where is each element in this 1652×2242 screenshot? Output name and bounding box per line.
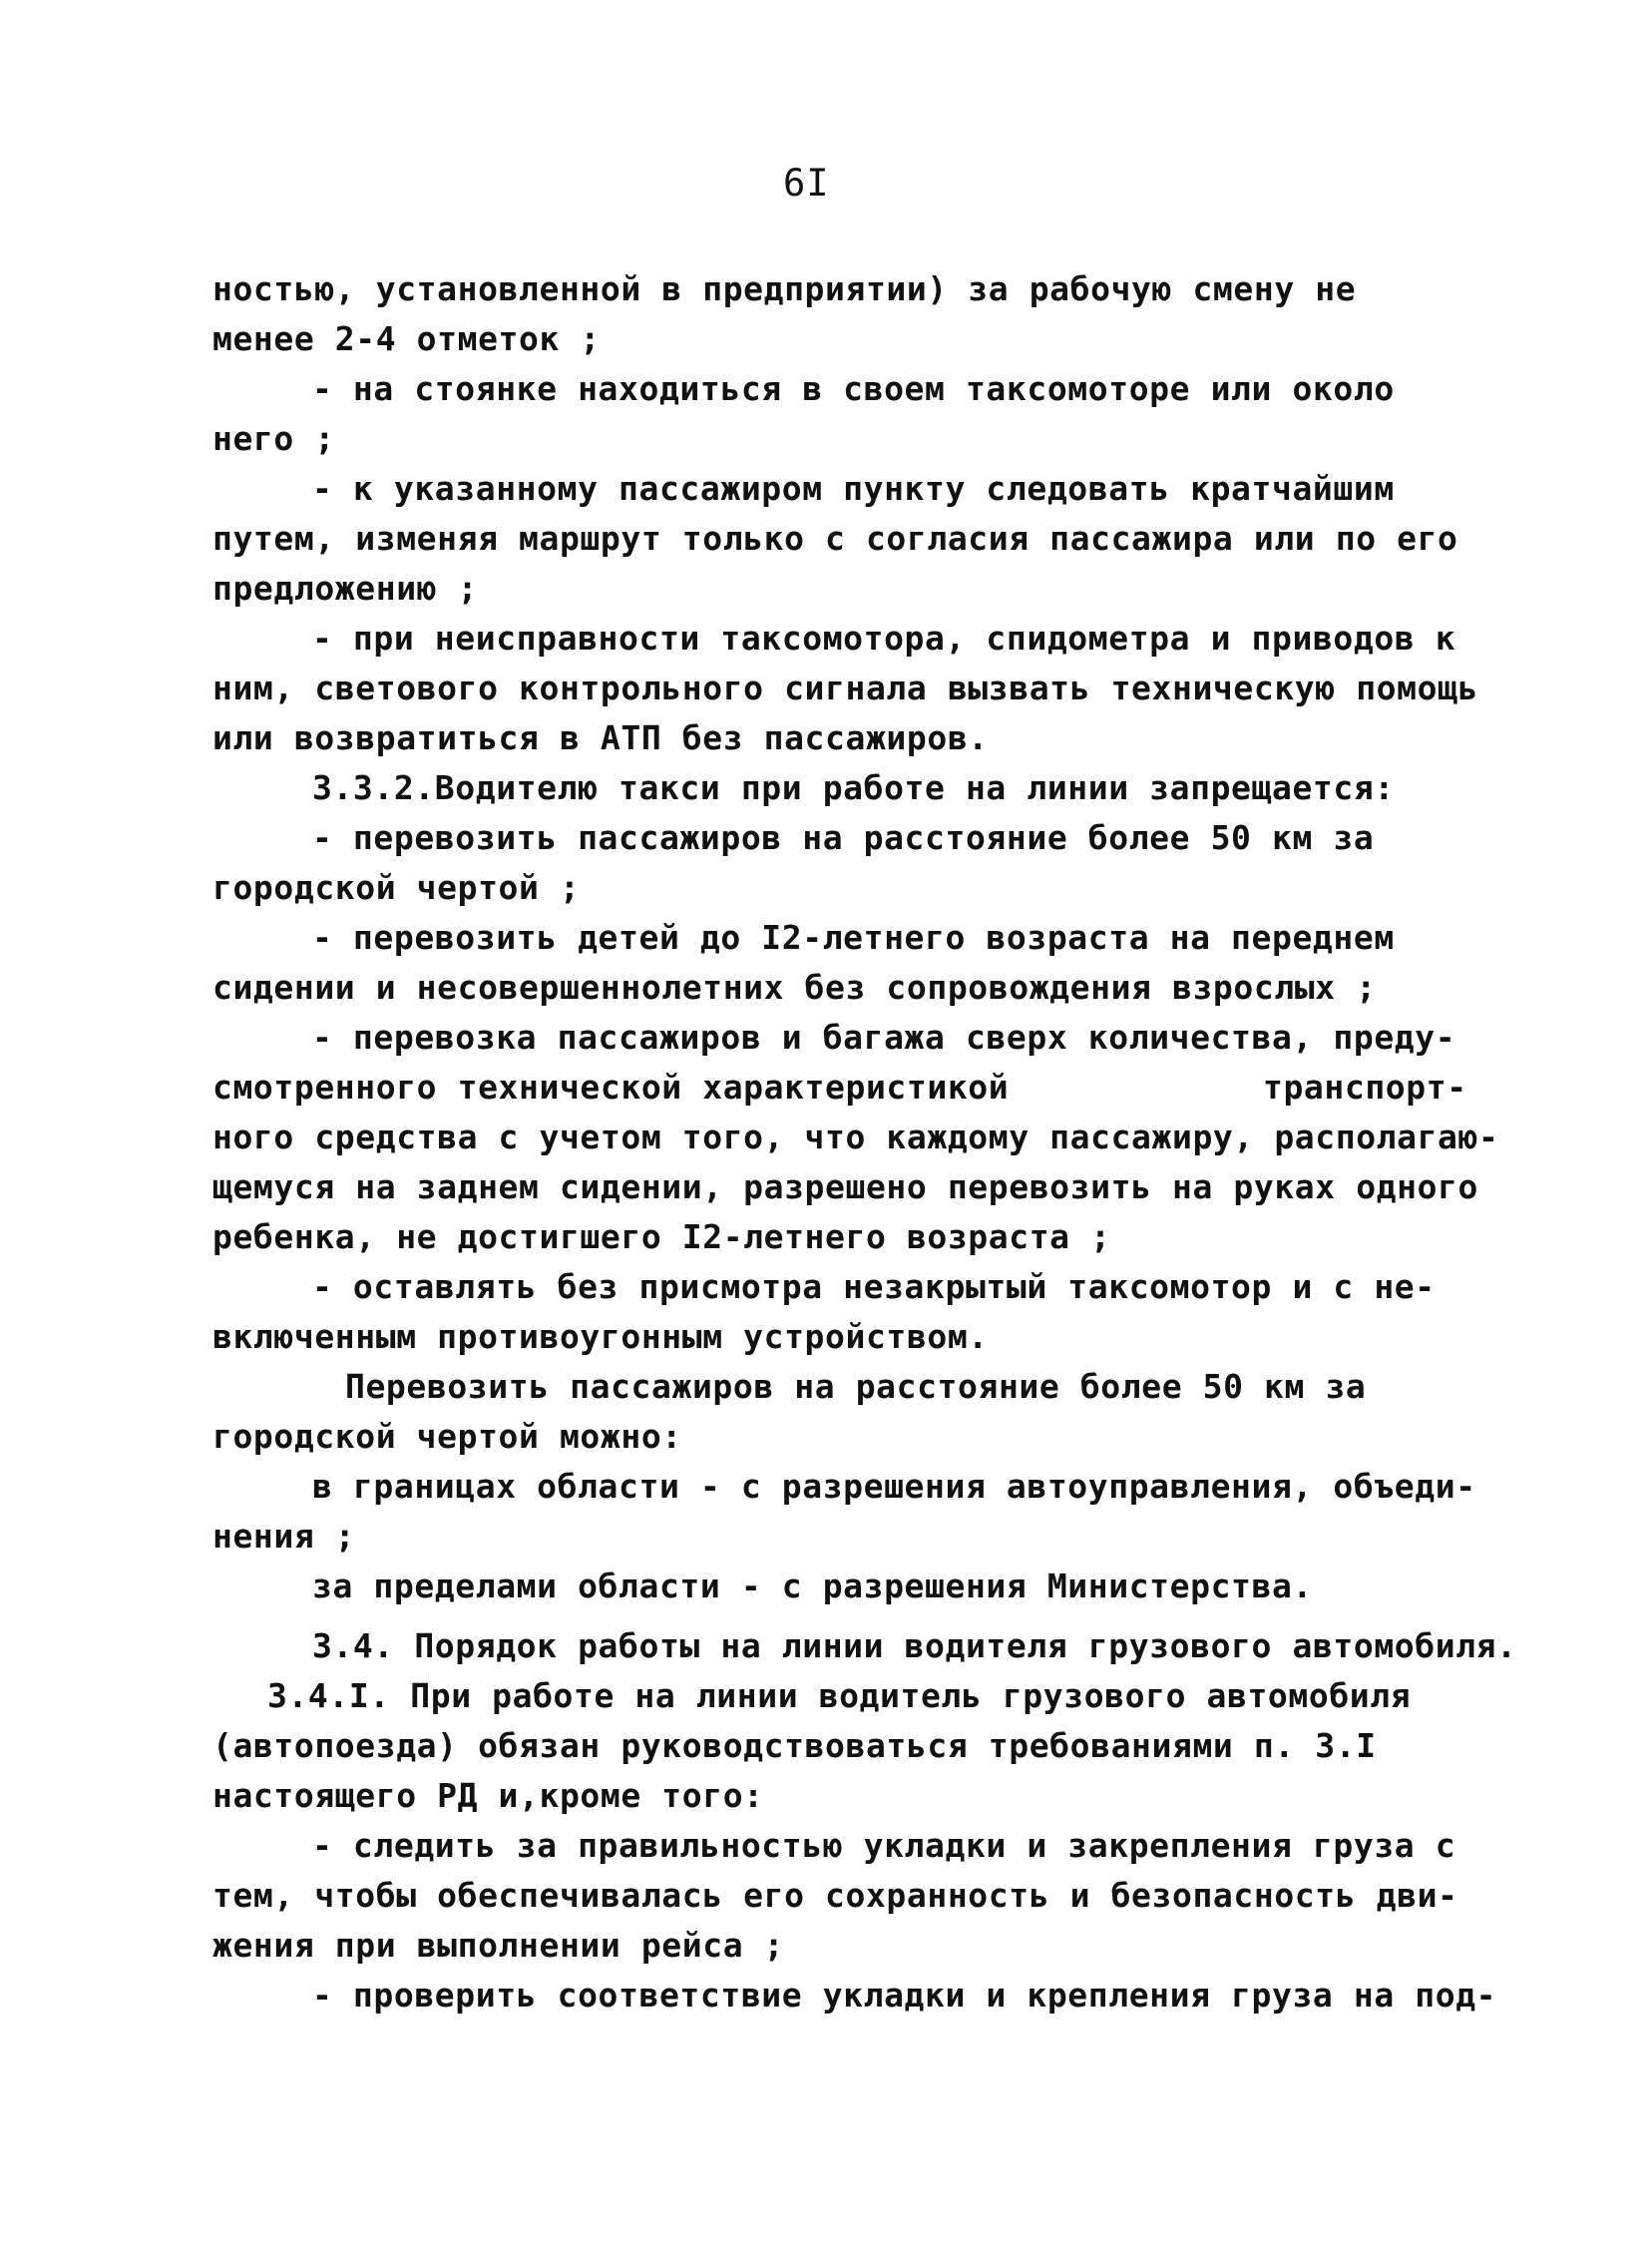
text-line: 3.4.I. При работе на линии водитель грузового автомобиля (267, 1676, 1412, 1715)
text-line: - перевозить детей до I2-летнего возраста на переднем (312, 918, 1395, 957)
text-line: - следить за правильностью укладки и закрепления груза с (312, 1826, 1456, 1865)
text-line: смотренного технической характеристикой (212, 1068, 1010, 1107)
text-line: сидении и несовершеннолетних без сопровождения взрослых ; (212, 968, 1377, 1007)
text-line: настоящего РД и,кроме того: (212, 1776, 764, 1815)
text-line: (автопоезда) обязан руководствоваться требованиями п. 3.I (212, 1726, 1377, 1765)
text-line: за пределами области - с разрешения Министерства. (312, 1567, 1313, 1605)
text-line: - оставлять без присмотра незакрытый таксомотор и с не- (312, 1267, 1436, 1306)
text-line: городской чертой можно: (212, 1417, 682, 1456)
text-line: ностью, установленной в предприятии) за рабочую смену не (212, 269, 1357, 308)
text-line: жения при выполнении рейса ; (212, 1926, 785, 1965)
text-line: 3.3.2.Водителю такси при работе на линии запрещается: (312, 768, 1395, 807)
text-line: - при неисправности таксомотора, спидометра и приводов к (312, 619, 1456, 658)
split-word: транспорт- (1263, 1068, 1467, 1107)
text-line: - к указанному пассажиром пункту следовать кратчайшим (312, 469, 1395, 508)
text-line: менее 2-4 отметок ; (212, 319, 601, 358)
text-line: или возвратиться в АТП без пассажиров. (212, 718, 989, 757)
text-line: ного средства с учетом того, что каждому пассажиру, располагаю- (212, 1118, 1499, 1156)
text-line: - проверить соответствие укладки и крепления груза на под- (312, 1976, 1497, 2015)
text-line: тем, чтобы обеспечивалась его сохранность и безопасность дви- (212, 1876, 1458, 1915)
text-line: ребенка, не достигшего I2-летнего возраста ; (212, 1217, 1111, 1256)
text-line: предложению ; (212, 569, 479, 608)
text-line: Перевозить пассажиров на расстояние более 50 км за (345, 1367, 1367, 1406)
text-line: - перевозка пассажиров и багажа сверх количества, преду- (312, 1018, 1456, 1057)
text-line: - перевозить пассажиров на расстояние более 50 км за (312, 818, 1375, 857)
text-line: нения ; (212, 1517, 356, 1556)
text-line: 3.4. Порядок работы на линии водителя грузового автомобиля. (312, 1626, 1517, 1665)
text-line: ним, светового контрольного сигнала вызвать техническую помощь (212, 669, 1478, 707)
text-line: городской чертой ; (212, 868, 581, 907)
text-line: в границах области - с разрешения автоуправления, объеди- (312, 1467, 1476, 1506)
text-line: включенным противоугонным устройством. (212, 1317, 989, 1356)
text-line: путем, изменяя маршрут только с согласия пассажира или по его (212, 519, 1458, 558)
text-line: - на стоянке находиться в своем таксомоторе или около (312, 369, 1395, 408)
text-line: него ; (212, 419, 335, 458)
text-line: щемуся на заднем сидении, разрешено перевозить на руках одного (212, 1167, 1478, 1206)
page-number: 6I (783, 162, 830, 205)
